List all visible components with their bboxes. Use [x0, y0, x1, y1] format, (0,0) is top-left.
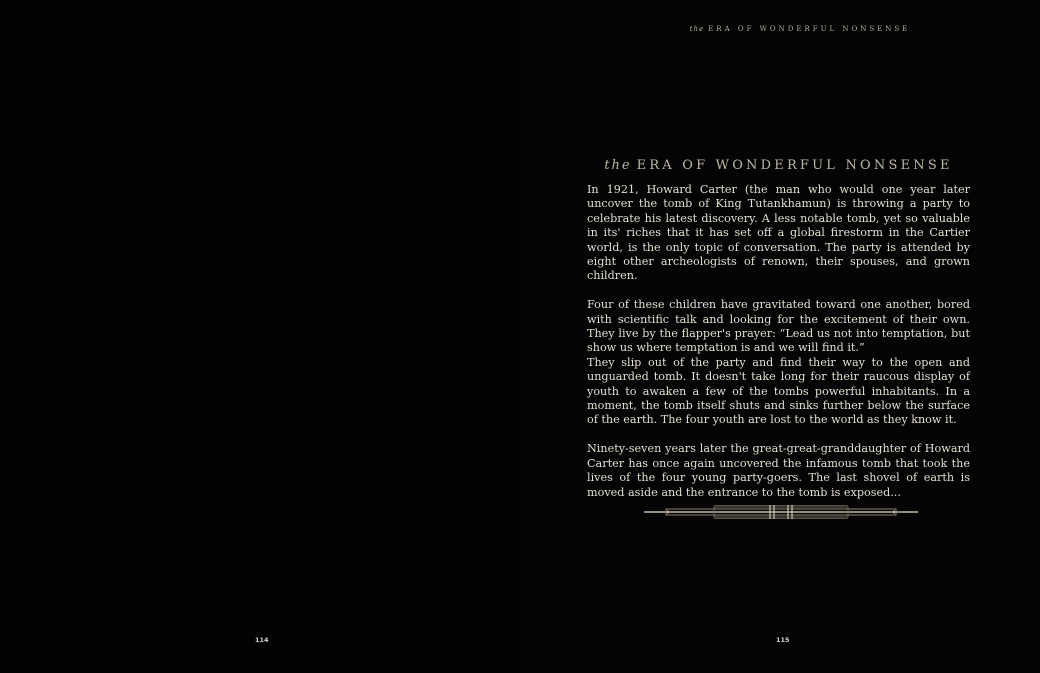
art-deco-divider-ornament-icon [644, 503, 918, 521]
page-number-left: 114 [255, 636, 269, 644]
chapter-title-text: ERA OF WONDERFUL NONSENSE [636, 158, 953, 173]
page-number-right: 115 [776, 636, 790, 644]
paragraph-1: In 1921, Howard Carter (the man who would one year later uncover the tomb of King Tutankhamun) is throwing a party to celebrate his latest discovery. A less notable tomb, yet so valuable in its' riches that it has set off a global firestorm in the Cartier world, is the only topic of conversation. The party is attended by eight other archeologists of renown, their spouses, and grown children. [587, 183, 970, 283]
body-text [587, 183, 970, 500]
paragraph-2: Four of these children have gravitated toward one another, bored with scientific talk and looking for the excitement of their own. They live by the flapper's prayer: “Lead us not into temptation, but show us where temptation is and we will find it.” [587, 298, 970, 355]
chapter-title-the: the [604, 158, 632, 173]
running-head-the: the [689, 25, 705, 33]
right-page [520, 0, 1040, 673]
paragraph-3: They slip out of the party and find their way to the open and unguarded tomb. It doesn't take long for their raucous display of youth to awaken a few of the tombs powerful inhabitants. In a moment, the tomb itself shuts and sinks further below the surface of the earth. The four youth are lost to the world as they know it. [587, 355, 970, 427]
running-head-title: ERA OF WONDERFUL NONSENSE [708, 25, 911, 33]
chapter-title [586, 158, 971, 173]
running-head [520, 25, 1040, 33]
paragraph-4: Ninety-seven years later the great-great-granddaughter of Howard Carter has once again uncovered the infamous tomb that took the lives of the four young party-goers. The last shovel of earth is moved aside and the entrance to the tomb is exposed... [587, 442, 970, 499]
